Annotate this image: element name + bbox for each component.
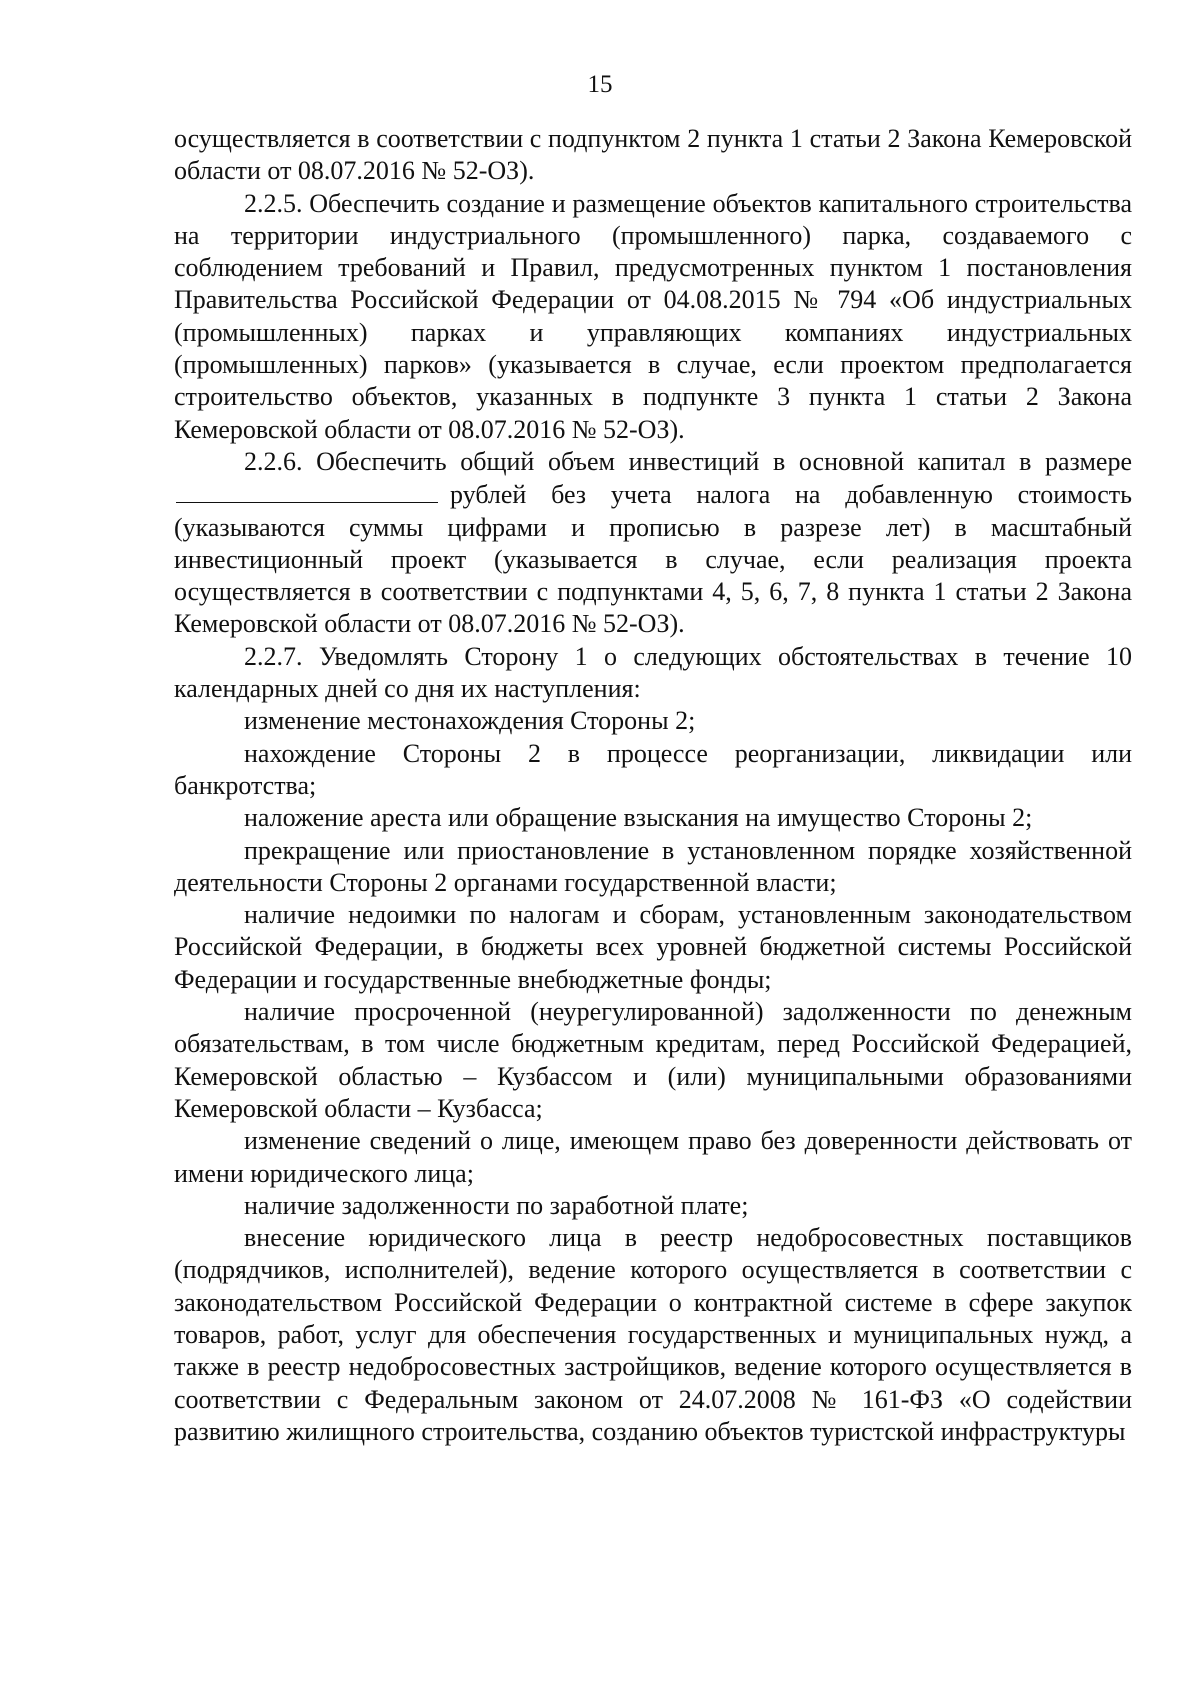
list-item-location-change: изменение местонахождения Стороны 2; [244, 706, 696, 736]
paragraph-2-2-7: 2.2.7. Уведомлять Сторону 1 о следующих обстоятельствах в течение 10 календарных дней со дня их наступления: [174, 641, 1132, 704]
list-item-reorganization: нахождение Стороны 2 в процессе реорганизации, ликвидации или банкротства; [174, 738, 1132, 800]
list-item-representative-change: изменение сведений о лице, имеющем право без доверенности действовать от имени юридического лица; [174, 1126, 1132, 1188]
list-item-overdue-debt: наличие просроченной (неурегулированной) задолженности по денежным обязательствам, в том числе бюджетным кредитам, перед Российской Федерацией, Кемеровской областью – Кузбассом и (или) муниципальными образованиями Кемеровской области – Кузбасса; [174, 997, 1132, 1123]
list-item-unreliable-registry: внесение юридического лица в реестр недобросовестных поставщиков (подрядчиков, исполнителей), ведение которого осуществляется в соответствии с законодательством Российской Федерации о контрактной системе в сфере закупок товаров, работ, услуг для обеспечения государственных и муниципальных нужд, а также в реестр недобросовестных застройщиков, ведение которого осуществляется в соответствии с Федеральным законом от 24.07.2008 № 161-ФЗ «О содействии развитию жилищного строительства, созданию объектов туристской инфраструктуры [174, 1223, 1132, 1446]
list-item-wage-arrears: наличие задолженности по заработной плате; [244, 1190, 749, 1220]
document-body [174, 123, 1132, 1448]
investment-amount-blank [176, 478, 438, 503]
paragraph-continuation: осуществляется в соответствии с подпунктом 2 пункта 1 статьи 2 Закона Кемеровской области от 08.07.2016 № 52-ОЗ). [174, 124, 1132, 186]
list-item-suspension: прекращение или приостановление в установленном порядке хозяйственной деятельности Стороны 2 органами государственной власти; [174, 835, 1132, 897]
paragraph-2-2-6 [174, 446, 1132, 641]
page-number: 15 [587, 71, 613, 98]
paragraph-2-2-6-before: 2.2.6. Обеспечить общий объем инвестиций в основной капитал в размере [244, 446, 1132, 476]
paragraph-2-2-5: 2.2.5. Обеспечить создание и размещение объектов капитального строительства на территории индустриального (промышленного) парка, создаваемого с соблюдением требований и Правил, предусмотренных пунктом 1 постановления Правительства Российской Федерации от 04.08.2015 № 794 «Об индустриальных (промышленных) парках и управляющих компаниях индустриальных (промышленных) парков» (указывается в случае, если проектом предполагается строительство объектов, указанных в подпункте 3 пункта 1 статьи 2 Закона Кемеровской области от 08.07.2016 № 52-ОЗ). [174, 188, 1132, 444]
list-item-arrest: наложение ареста или обращение взыскания на имущество Стороны 2; [244, 803, 1033, 833]
paragraph-2-2-6-after: рублей без учета налога на добавленную стоимость (указываются суммы цифрами и прописью в разрезе лет) в масштабный инвестиционный проект (указывается в случае, если реализация проекта осуществляется в соответствии с подпунктами 4, 5, 6, 7, 8 пункта 1 статьи 2 Закона Кемеровской области от 08.07.2016 № 52-ОЗ). [174, 480, 1132, 639]
list-item-tax-arrears: наличие недоимки по налогам и сборам, установленным законодательством Российской Федерации, в бюджеты всех уровней бюджетной системы Российской Федерации и государственные внебюджетные фонды; [174, 900, 1132, 994]
